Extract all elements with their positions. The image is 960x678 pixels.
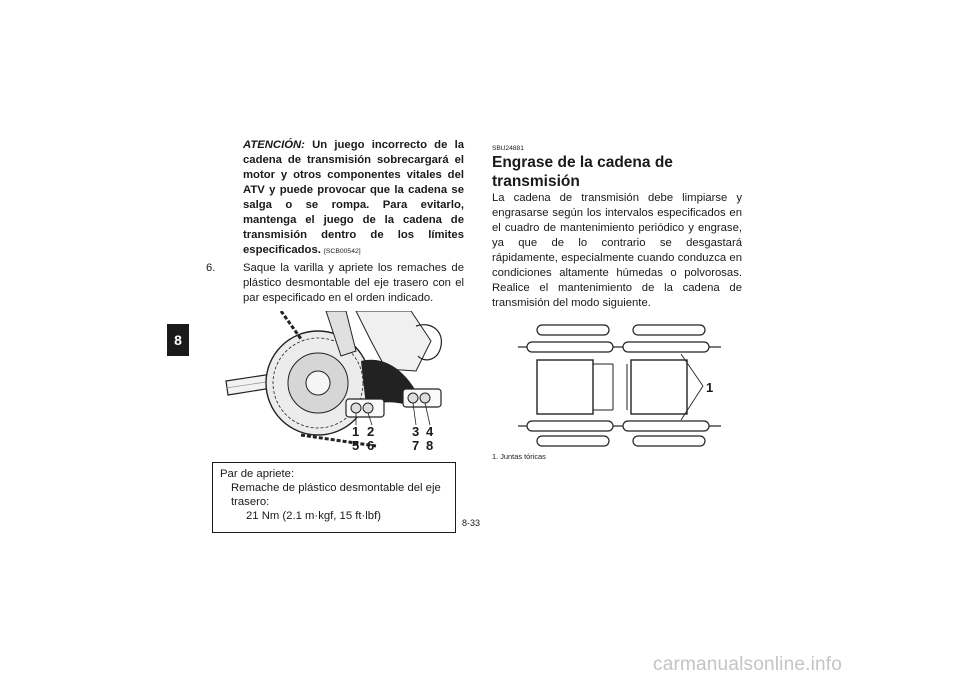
torque-value: 21 Nm (2.1 m·kgf, 15 ft·lbf) — [246, 510, 381, 522]
section-title: Engrase de la cadena de transmisión — [492, 154, 673, 190]
step-6 — [206, 261, 464, 306]
right-column — [492, 138, 742, 462]
callout-6: 6 — [367, 438, 375, 453]
rear-axle-figure — [206, 311, 464, 456]
step-text: Saque la varilla y apriete los remaches de plástico desmontable del eje trasero con el par especificado en el orden indicado. — [243, 262, 464, 304]
figure-caption — [492, 452, 742, 462]
warning-text: Un juego incorrecto de la cadena de transmisión sobrecargará el motor y otros componentes vitales del ATV y puede provocar que la cadena se salga o se rompa. Para evitarlo, mantenga el juego de la cadena de transmisión dentro de los límites especificados. — [243, 139, 464, 256]
callout-8: 8 — [426, 438, 434, 453]
caption-number: 1. — [492, 452, 499, 461]
callout-5: 5 — [352, 438, 360, 453]
callout-7: 7 — [412, 438, 420, 453]
step-number: 6. — [206, 262, 216, 274]
section-paragraph: La cadena de transmisión debe limpiarse y engrasarse según los intervalos especificados en el cuadro de mantenimiento periódico y engrase, ya que de lo contrario se desgastará rápidamente, especialmente cuando conduzca en condiciones altamente húmedas o polvorosas. Realice el mantenimiento de la cadena de transmisión del modo siguiente. — [492, 192, 742, 309]
callout-2: 2 — [367, 424, 375, 439]
watermark-link[interactable]: carmanualsonline.info — [653, 654, 843, 675]
callout-o-ring: 1 — [706, 380, 714, 395]
page-number: 8-33 — [462, 518, 481, 528]
section-code: SBU24881 — [492, 145, 524, 152]
chapter-tab: 8 — [167, 324, 189, 356]
left-column — [206, 138, 464, 533]
rear-axle-illustration — [206, 311, 464, 456]
chain-link-illustration — [503, 322, 735, 447]
warning-code: [SCB00542] — [324, 248, 361, 255]
callout-4: 4 — [426, 424, 434, 439]
callout-1: 1 — [352, 424, 360, 439]
warning-lead: ATENCIÓN: — [243, 139, 305, 151]
caption-text: Juntas tóricas — [500, 452, 546, 461]
torque-title: Par de apriete: — [220, 468, 295, 480]
warning-notice — [243, 138, 464, 259]
torque-item: Remache de plástico desmontable del eje trasero: — [231, 482, 441, 508]
torque-spec-box — [212, 462, 456, 533]
callout-3: 3 — [412, 424, 420, 439]
chain-link-figure — [503, 322, 735, 447]
